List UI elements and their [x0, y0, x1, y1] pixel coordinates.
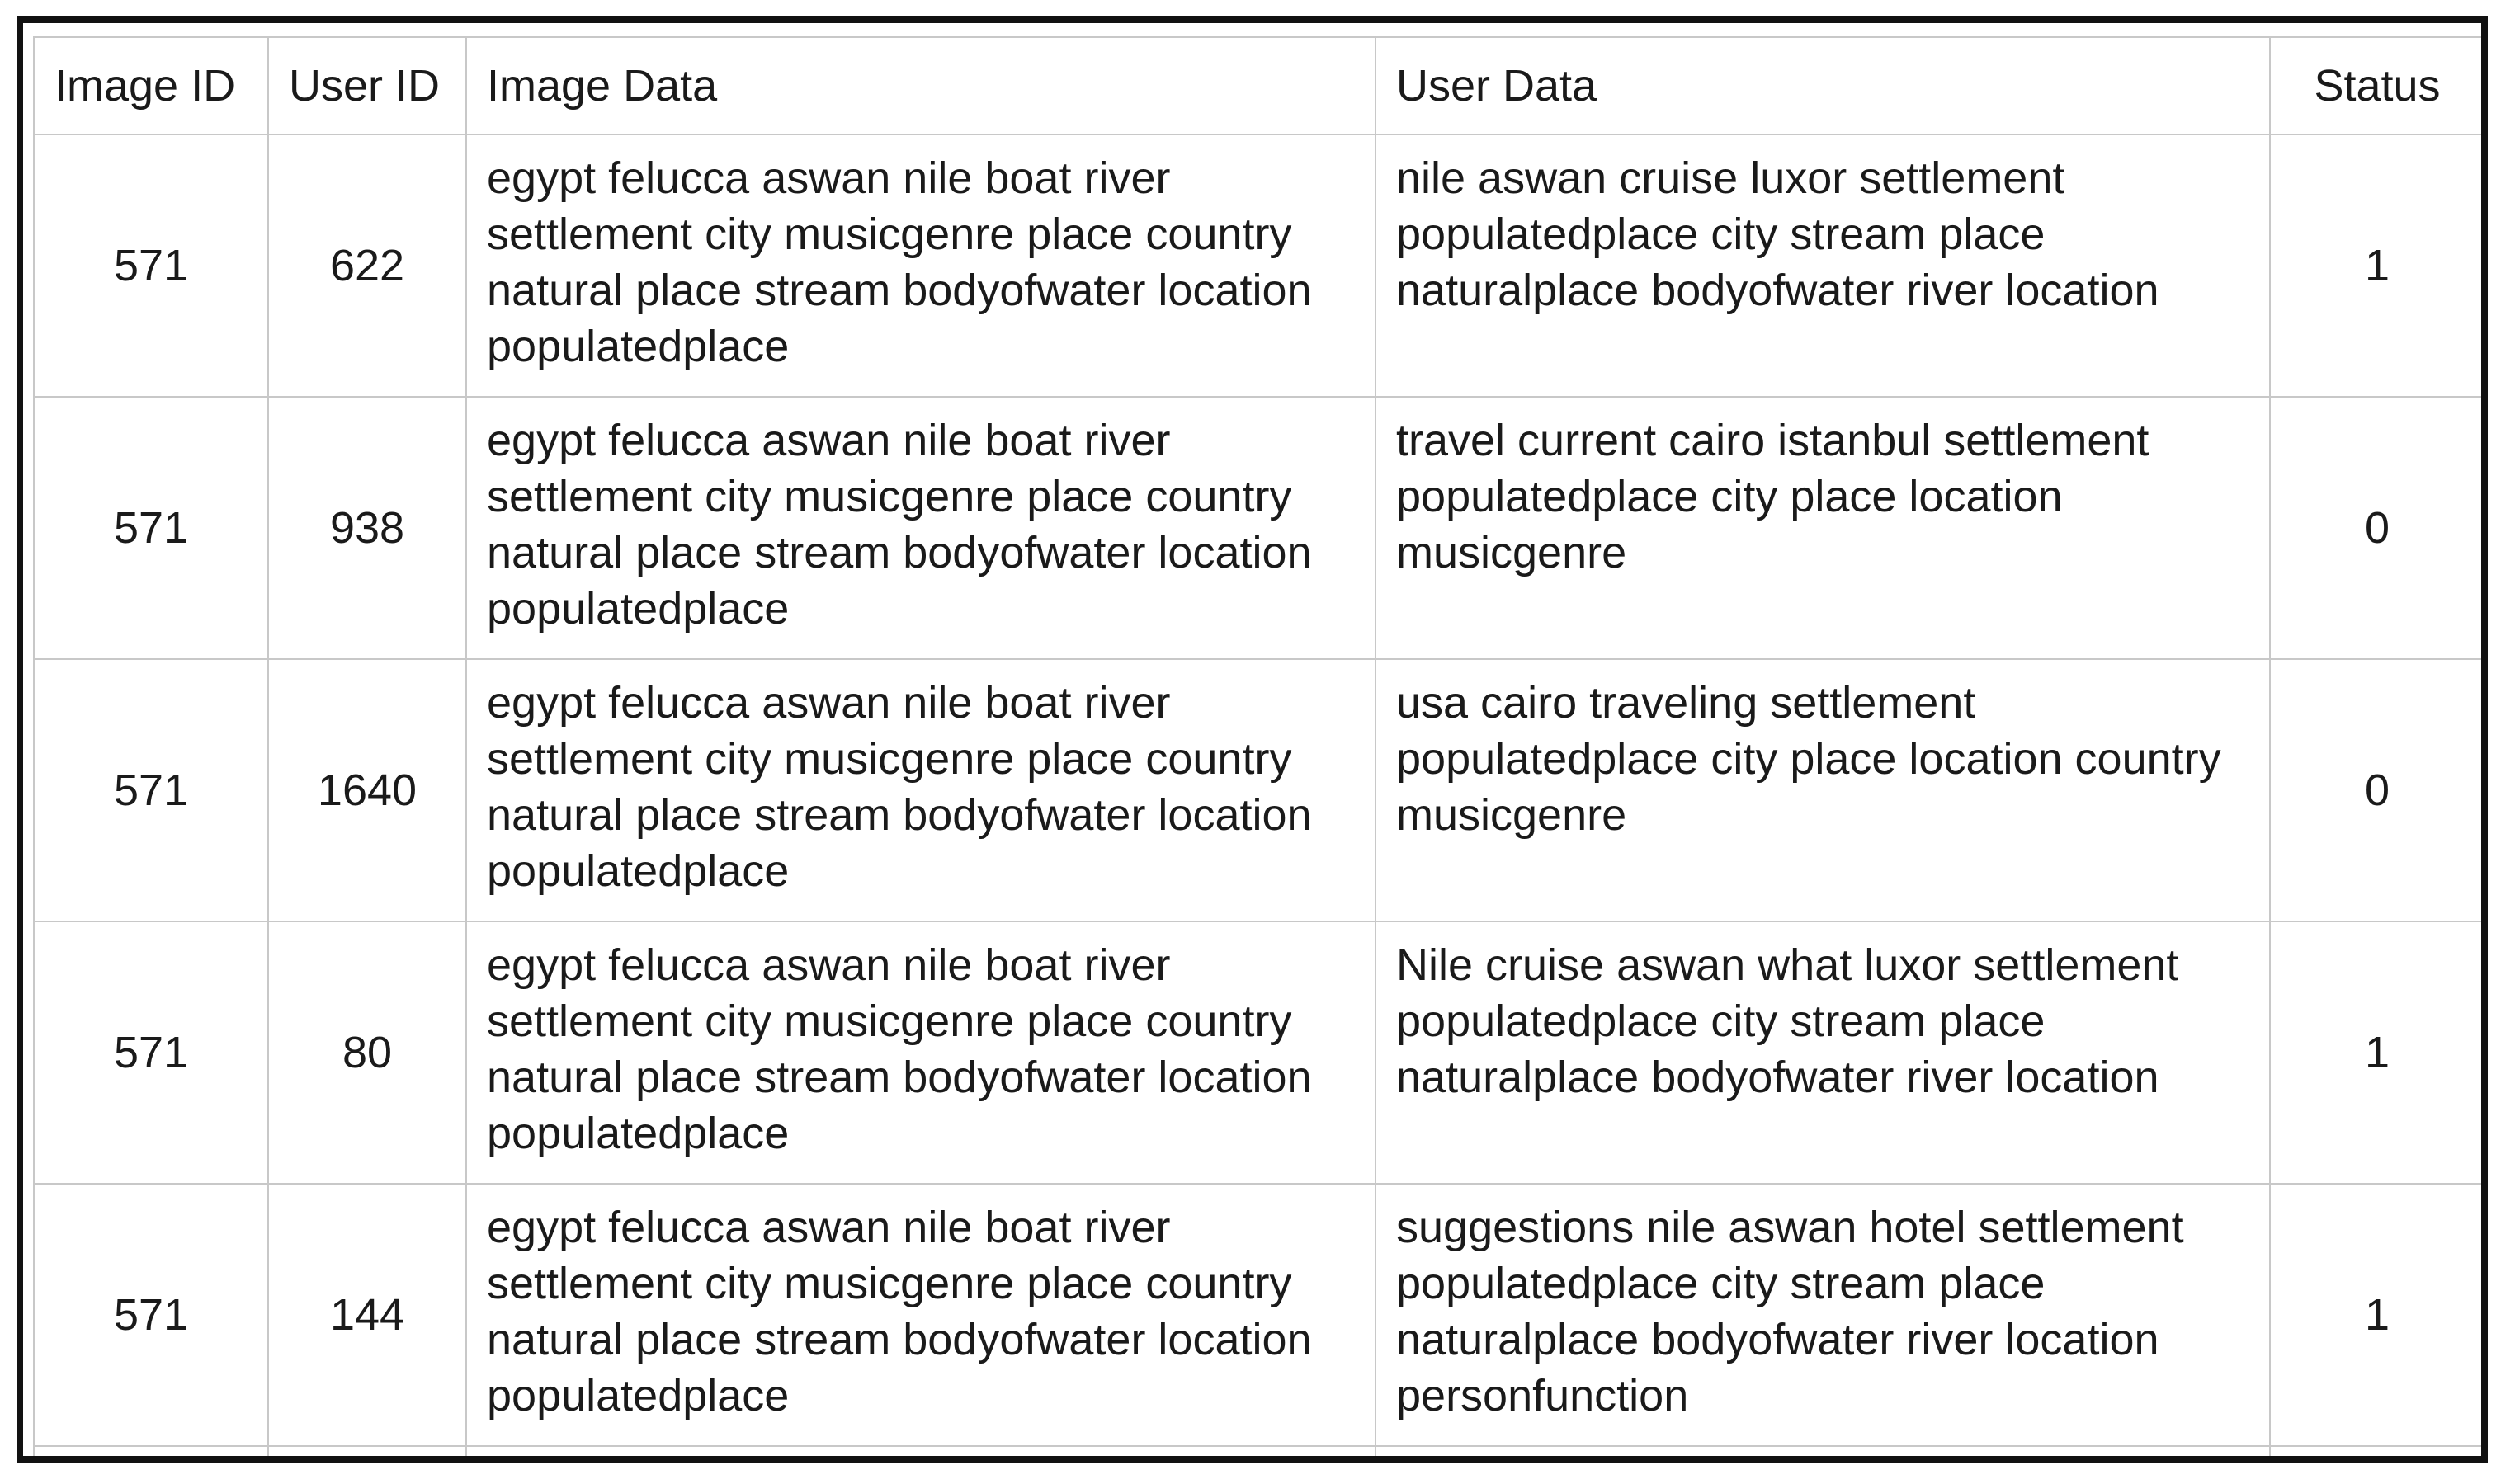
table-frame	[17, 16, 2488, 1463]
cell-user-id: 144	[268, 1184, 466, 1446]
cell-extra	[2484, 1184, 2488, 1446]
cell-user-data: nile aswan cruise luxor settlement populatedplace city stream place naturalplace bodyofwater river location	[1375, 134, 2270, 397]
cell-status: 1	[2270, 921, 2484, 1184]
cell-image-id: 571	[34, 134, 268, 397]
cell-status: 1	[2270, 1184, 2484, 1446]
cell-user-id: 938	[268, 397, 466, 659]
cell-status: 1	[2270, 134, 2484, 397]
table-row[interactable]	[34, 134, 2488, 397]
cell-extra	[2484, 659, 2488, 921]
cell-image-data: egypt felucca aswan nile boat river settlement city musicgenre place country natural place stream bodyofwater location populatedplace	[466, 921, 1375, 1184]
cell-extra	[2484, 921, 2488, 1184]
data-table	[33, 36, 2488, 1463]
header-row	[34, 37, 2488, 134]
cell-user-id: 1640	[268, 659, 466, 921]
table-row-partial	[34, 1446, 2488, 1463]
cell-empty	[2484, 1446, 2488, 1463]
cell-image-id: 571	[34, 659, 268, 921]
table-row[interactable]	[34, 659, 2488, 921]
cell-extra	[2484, 134, 2488, 397]
header-user-id[interactable]: User ID	[268, 37, 466, 134]
cell-user-data: Nile cruise aswan what luxor settlement populatedplace city stream place naturalplace bodyofwater river location	[1375, 921, 2270, 1184]
table-row[interactable]	[34, 921, 2488, 1184]
header-image-data[interactable]: Image Data	[466, 37, 1375, 134]
cell-extra	[2484, 397, 2488, 659]
cell-status: 0	[2270, 659, 2484, 921]
header-image-id[interactable]: Image ID	[34, 37, 268, 134]
cell-empty	[268, 1446, 466, 1463]
table-row[interactable]	[34, 1184, 2488, 1446]
cell-image-id: 571	[34, 921, 268, 1184]
header-status[interactable]: Status	[2270, 37, 2484, 134]
cell-user-data: usa cairo traveling settlement populatedplace city place location country musicgenre	[1375, 659, 2270, 921]
cell-status: 0	[2270, 397, 2484, 659]
cell-empty	[1375, 1446, 2270, 1463]
cell-image-data: egypt felucca aswan nile boat river settlement city musicgenre place country natural place stream bodyofwater location populatedplace	[466, 134, 1375, 397]
cell-image-data: egypt felucca aswan nile boat river settlement city musicgenre place country natural place stream bodyofwater location populatedplace	[466, 1184, 1375, 1446]
cell-user-data: suggestions nile aswan hotel settlement populatedplace city stream place naturalplace bodyofwater river location personfunction	[1375, 1184, 2270, 1446]
table-row[interactable]	[34, 397, 2488, 659]
cell-user-id: 622	[268, 134, 466, 397]
cell-image-id: 571	[34, 1184, 268, 1446]
cell-image-data: egypt felucca aswan nile boat river settlement city musicgenre place country natural place stream bodyofwater location populatedplace	[466, 397, 1375, 659]
header-extra-cell	[2484, 37, 2488, 134]
cell-empty	[466, 1446, 1375, 1463]
cell-empty	[2270, 1446, 2484, 1463]
cell-user-id: 80	[268, 921, 466, 1184]
cell-image-data: egypt felucca aswan nile boat river settlement city musicgenre place country natural place stream bodyofwater location populatedplace	[466, 659, 1375, 921]
cell-user-data: travel current cairo istanbul settlement populatedplace city place location musicgenre	[1375, 397, 2270, 659]
header-user-data[interactable]: User Data	[1375, 37, 2270, 134]
cell-image-id: 571	[34, 397, 268, 659]
cell-empty	[34, 1446, 268, 1463]
